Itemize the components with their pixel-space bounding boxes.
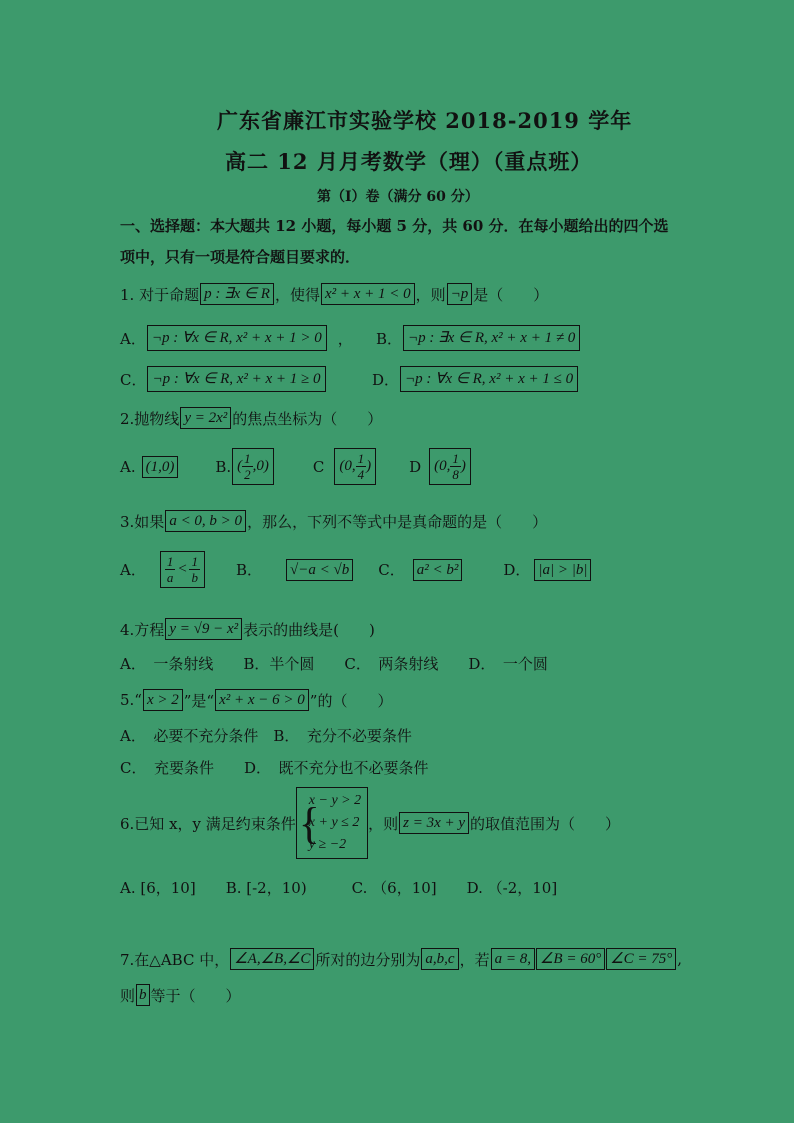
q3-a-num2: 1 [191, 554, 198, 569]
question-2-stem [120, 407, 382, 429]
q1-option-b-label: B． [376, 329, 403, 348]
q6-prefix: 6.已知 x，y 满足约束条件 [120, 814, 296, 833]
q1-mid2: ，则 [415, 285, 446, 304]
title-line-2: 高二 12 月月考数学（理）（重点班） [225, 149, 593, 174]
q4-math-equation: y = √9 − x² [165, 618, 242, 640]
q7-prefix: 7.在△ABC 中， [120, 950, 230, 969]
q1-option-c [120, 366, 327, 392]
q2-c-num: 1 [357, 451, 365, 466]
q5-mid: ”是“ [183, 691, 215, 710]
q5-math-1: x > 2 [143, 689, 183, 711]
q3-option-c-math: a² < b² [413, 559, 463, 581]
q3-a-frac-1 [165, 554, 176, 585]
question-4-stem [120, 618, 375, 640]
q5-options-line-2: C． 充要条件 D． 既不充分也不必要条件 [120, 759, 429, 777]
q2-c-close: ) [366, 458, 372, 474]
q2-option-a-math: (1,0) [142, 456, 179, 478]
q2-math-parabola: y = 2x² [180, 407, 231, 429]
q2-b-close: ,0) [252, 458, 269, 474]
q2-d-den: 8 [452, 467, 459, 482]
q2-b-fraction [242, 451, 253, 482]
q7-math-b: b [136, 984, 150, 1006]
q2-prefix: 2.抛物线 [120, 409, 180, 428]
q3-option-a-math [160, 551, 205, 588]
q1-math-inequality: x² + x + 1 < 0 [321, 283, 415, 305]
q1-option-d [372, 366, 579, 392]
q1-suffix: 是（ ） [473, 285, 549, 304]
q7-mid: 所对的边分别为 [315, 950, 421, 969]
q5-prefix: 5.“ [120, 691, 142, 709]
q2-option-c-label: C [312, 457, 325, 476]
q2-b-den: 2 [244, 467, 251, 482]
q2-option-d-math [429, 448, 471, 485]
q3-a-den2: b [191, 570, 198, 585]
q7-math-angles: ∠A,∠B,∠C [230, 948, 314, 970]
question-6-stem [120, 787, 620, 859]
q2-c-fraction [356, 451, 367, 482]
q2-b-open: ( [237, 458, 243, 474]
title-line-1: 广东省廉江市实验学校 2018-2019 学年 [217, 108, 633, 133]
q2-d-num: 1 [452, 451, 459, 466]
question-7-line-2 [120, 984, 241, 1006]
q6-constraint-system [296, 787, 368, 859]
q2-c-open: (0, [339, 458, 356, 474]
q6-math-objective: z = 3x + y [399, 812, 469, 834]
q6-mid: ，则 [368, 814, 399, 833]
section-heading: 第（Ⅰ）卷（满分 60 分） [317, 189, 479, 205]
q3-a-den1: a [166, 570, 174, 585]
q2-b-num: 1 [244, 451, 251, 466]
q2-option-c-math [334, 448, 376, 485]
q7-math-sides: a,b,c [421, 948, 458, 970]
q3-option-c-label: C． [378, 561, 405, 579]
question-1-stem [120, 283, 548, 305]
q7-math-a: a = 8, [491, 948, 535, 970]
q2-option-b-label: B. [215, 457, 232, 476]
q1-mid: ，使得 [274, 285, 320, 304]
q3-option-d-math: |a| > |b| [534, 559, 591, 581]
q4-options: A． 一条射线 B．半个圆 C． 两条射线 D． 一个圆 [120, 655, 548, 673]
q6-constraint-3: y ≥ −2 [308, 837, 347, 852]
q7-line2-suffix: 等于（ ） [150, 986, 241, 1005]
q7-math-angle-b: ∠B = 60° [536, 948, 605, 970]
q3-a-frac-2 [189, 554, 200, 585]
q2-options [120, 448, 472, 485]
q5-math-2: x² + x − 6 > 0 [215, 689, 309, 711]
q6-options: A. [6，10] B. [-2，10) C. （6，10] D. （-2，10] [120, 879, 558, 897]
q3-option-d-label: D． [503, 561, 531, 579]
q1-option-b [376, 325, 581, 351]
q2-option-a-label: A. [120, 457, 136, 476]
question-3-stem [120, 510, 547, 532]
q1-option-a [120, 325, 353, 351]
q6-constraint-1: { x − y > 2 [308, 793, 362, 808]
question-7-stem [120, 948, 682, 970]
q3-option-a-label: A． [120, 561, 146, 579]
q1-option-a-separator: ， [337, 329, 353, 348]
q2-d-close: ) [460, 458, 466, 474]
instruction-line-1: 一、选择题：本大题共 12 小题，每小题 5 分，共 60 分．在每小题给出的四个选 [120, 217, 669, 235]
q2-option-d-label: D [409, 457, 422, 476]
question-5-stem [120, 689, 392, 711]
instruction-line-2: 项中，只有一项是符合题目要求的． [120, 248, 361, 266]
q2-d-fraction [450, 451, 461, 482]
q7-mid2: ，若 [459, 950, 490, 969]
q7-math-angle-c: ∠C = 75° [606, 948, 676, 970]
q1-option-c-math: ¬p : ∀x ∈ R, x² + x + 1 ≥ 0 [147, 366, 325, 392]
q1-option-c-label: C． [120, 370, 147, 389]
q3-suffix: ，那么，下列不等式中是真命题的是（ ） [247, 512, 548, 531]
q2-suffix: 的焦点坐标为（ ） [232, 409, 383, 428]
q6-constraint-2: x + y ≤ 2 [308, 815, 360, 830]
q2-option-b-math [232, 448, 274, 485]
q3-option-b-label: B． [235, 561, 262, 579]
q2-c-den: 4 [357, 467, 365, 482]
q4-prefix: 4.方程 [120, 620, 165, 639]
q1-option-a-math: ¬p : ∀x ∈ R, x² + x + 1 > 0 [147, 325, 327, 351]
q1-option-b-math: ¬p : ∃x ∈ R, x² + x + 1 ≠ 0 [403, 325, 580, 351]
q5-suffix: ”的（ ） [309, 691, 393, 710]
q1-math-proposition: p : ∃x ∈ R [200, 283, 274, 305]
q3-prefix: 3.如果 [120, 512, 165, 531]
q6-suffix: 的取值范围为（ ） [470, 814, 621, 833]
q2-d-open: (0, [434, 458, 451, 474]
q7-line2-prefix: 则 [120, 986, 136, 1005]
q3-option-b-math: √−a < √b [286, 559, 353, 581]
q3-a-num1: 1 [166, 554, 174, 569]
q4-suffix: 表示的曲线是( ) [243, 620, 375, 639]
q7-end: , [677, 950, 683, 968]
q1-option-d-math: ¬p : ∀x ∈ R, x² + x + 1 ≤ 0 [400, 366, 578, 392]
q3-a-lt: < [177, 561, 188, 577]
q3-options [120, 551, 592, 588]
q5-options-line-1: A． 必要不充分条件 B． 充分不必要条件 [120, 727, 412, 745]
q3-math-condition: a < 0, b > 0 [165, 510, 246, 532]
q1-prefix: 1. 对于命题 [120, 285, 200, 304]
q1-option-a-label: A． [120, 329, 146, 348]
q1-math-negation: ¬p [447, 283, 473, 305]
q1-option-d-label: D． [372, 370, 400, 389]
